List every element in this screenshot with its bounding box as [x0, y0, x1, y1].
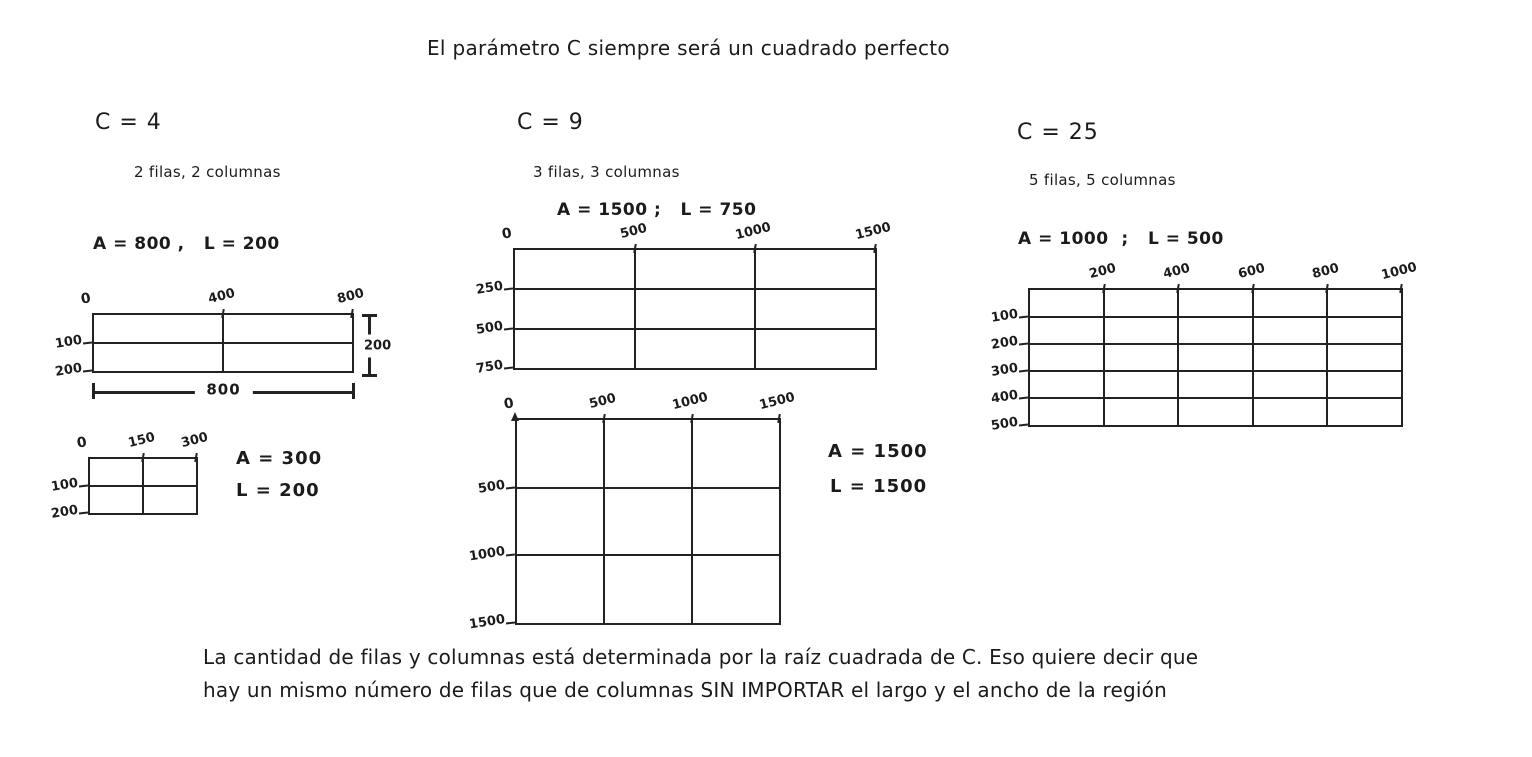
x-tick-mark [350, 309, 354, 318]
c9-square-area-label: A = 1500 [828, 441, 928, 462]
x-tick-label: 800 [335, 285, 366, 308]
y-tick-mark [83, 342, 92, 345]
y-tick-mark [79, 512, 88, 515]
bracket-cap [92, 383, 95, 399]
x-tick-mark [1102, 284, 1106, 293]
x-tick-mark [141, 453, 145, 462]
c25-grid [989, 259, 1419, 434]
section-c9-label: C = 9 [517, 110, 584, 135]
x-tick-mark [753, 244, 757, 253]
section-c4-area-length: A = 800 , L = 200 [93, 234, 280, 254]
x-tick-label: 500 [587, 390, 618, 413]
y-tick-mark [1019, 316, 1028, 319]
origin-tick-label: 0 [502, 395, 516, 413]
origin-tick-label: 0 [500, 225, 514, 243]
grid-line-vertical [1177, 290, 1179, 425]
origin-tick-label: 0 [75, 434, 89, 452]
grid-line-horizontal [515, 288, 875, 290]
y-tick-label: 500 [474, 318, 505, 338]
y-tick-label: 400 [989, 387, 1020, 407]
section-c4-label: C = 4 [95, 110, 162, 135]
x-tick-label: 600 [1236, 260, 1267, 283]
grid-line-horizontal [90, 485, 196, 487]
grid-line-horizontal [517, 487, 779, 489]
y-tick-label: 1000 [467, 544, 506, 565]
y-tick-mark [506, 622, 515, 625]
x-tick-label: 1000 [733, 219, 773, 244]
y-tick-label: 100 [989, 306, 1020, 326]
x-tick-label: 1500 [757, 389, 797, 414]
section-c25-area-length: A = 1000 ; L = 500 [1018, 229, 1224, 249]
y-tick-mark [506, 486, 515, 489]
y-tick-mark [1019, 397, 1028, 400]
c4-main-grid [53, 285, 366, 380]
x-tick-mark [194, 453, 198, 462]
y-tick-label: 1500 [467, 612, 506, 633]
y-tick-label: 250 [474, 279, 505, 299]
y-tick-label: 200 [53, 360, 84, 380]
x-tick-mark [221, 309, 225, 318]
y-tick-label: 500 [476, 477, 507, 497]
x-tick-label: 800 [1310, 260, 1341, 283]
x-tick-label: 1000 [1379, 259, 1419, 284]
x-tick-mark [603, 414, 607, 423]
origin-tick-label: 0 [79, 290, 93, 308]
y-tick-label: 300 [989, 360, 1020, 380]
y-tick-label: 100 [53, 332, 84, 352]
y-tick-mark [1019, 424, 1028, 427]
bracket-cap [362, 314, 377, 317]
grid-line-horizontal [94, 342, 352, 344]
grid-line-vertical [1326, 290, 1328, 425]
grid-line-vertical [634, 250, 636, 368]
bracket-cap [362, 374, 377, 377]
c4-width-bracket-label: 800 [194, 381, 252, 399]
y-tick-mark [504, 288, 513, 291]
c4-small-area-label: A = 300 [236, 448, 323, 469]
y-tick-mark [506, 554, 515, 557]
c4-small-grid [49, 429, 210, 522]
section-c4-rows-cols: 2 filas, 2 columnas [134, 163, 281, 181]
grid-line-vertical [603, 420, 605, 623]
x-tick-mark [777, 414, 781, 423]
footer-note-line1: La cantidad de filas y columnas está determinada por la raíz cuadrada de C. Eso quiere decir que [203, 645, 1199, 669]
section-c25-rows-cols: 5 filas, 5 columnas [1029, 171, 1176, 189]
y-tick-label: 100 [49, 475, 80, 495]
footer-note-line2: hay un mismo número de filas que de columnas SIN IMPORTAR el largo y el ancho de la región [203, 678, 1167, 702]
c4-height-bracket [362, 314, 392, 377]
y-tick-label: 200 [49, 502, 80, 522]
grid-line-horizontal [1030, 397, 1401, 399]
y-tick-label: 500 [989, 414, 1020, 434]
grid-line-vertical [1103, 290, 1105, 425]
origin-arrow-icon [511, 412, 519, 421]
y-tick-mark [1019, 370, 1028, 373]
bracket-cap [352, 383, 355, 399]
c9-square-grid [467, 389, 797, 633]
y-tick-mark [1019, 343, 1028, 346]
x-tick-mark [873, 244, 877, 253]
x-tick-label: 400 [1162, 260, 1193, 283]
y-tick-label: 750 [474, 357, 505, 377]
grid-line-vertical [1252, 290, 1254, 425]
x-tick-mark [1251, 284, 1255, 293]
x-tick-mark [1399, 284, 1403, 293]
y-tick-mark [79, 485, 88, 488]
c4-small-length-label: L = 200 [236, 480, 320, 501]
x-tick-mark [690, 414, 694, 423]
c9-square-length-label: L = 1500 [830, 476, 928, 497]
x-tick-label: 150 [126, 429, 157, 452]
x-tick-label: 300 [179, 429, 210, 452]
y-tick-label: 200 [989, 333, 1020, 353]
grid-line-horizontal [517, 554, 779, 556]
x-tick-label: 400 [206, 285, 237, 308]
y-tick-mark [504, 327, 513, 330]
grid-line-horizontal [1030, 370, 1401, 372]
grid-line-horizontal [1030, 343, 1401, 345]
x-tick-label: 200 [1087, 260, 1118, 283]
grid-line-horizontal [1030, 316, 1401, 318]
y-tick-mark [504, 367, 513, 370]
x-tick-label: 1500 [853, 219, 893, 244]
c9-wide-grid [474, 219, 893, 377]
c4-width-bracket [92, 380, 355, 399]
x-tick-label: 1000 [670, 389, 710, 414]
page-title: El parámetro C siempre será un cuadrado perfecto [427, 36, 950, 60]
x-tick-label: 500 [618, 220, 649, 243]
section-c9-area-length: A = 1500 ; L = 750 [557, 200, 757, 220]
x-tick-mark [633, 244, 637, 253]
section-c25-label: C = 25 [1017, 120, 1099, 145]
grid-line-vertical [691, 420, 693, 623]
grid-line-vertical [754, 250, 756, 368]
x-tick-mark [1325, 284, 1329, 293]
x-tick-mark [1177, 284, 1181, 293]
grid-line-horizontal [515, 328, 875, 330]
section-c9-rows-cols: 3 filas, 3 columnas [533, 163, 680, 181]
y-tick-mark [83, 370, 92, 373]
c4-height-bracket-label: 200 [363, 334, 392, 357]
